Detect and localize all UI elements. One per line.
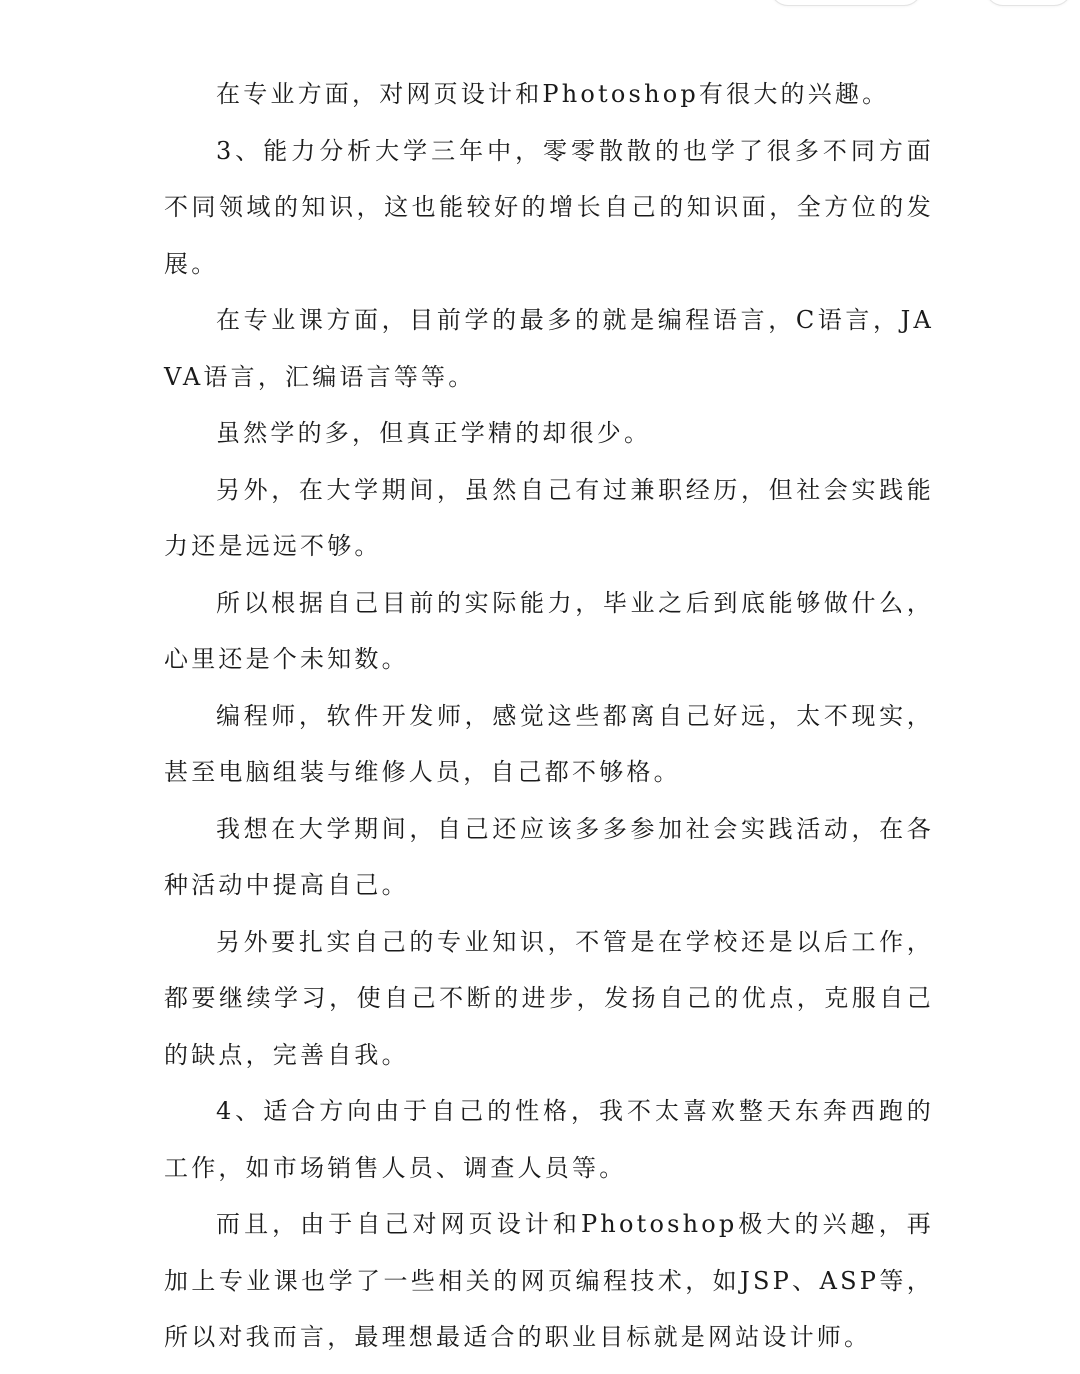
paragraph: 在专业方面，对网页设计和Photoshop有很大的兴趣。 <box>216 80 890 108</box>
paragraph: 所以根据自己目前的实际能力，毕业之后到底能够做什么，心里还是个未知数。 <box>164 588 934 673</box>
paragraph: 4、适合方向由于自己的性格，我不太喜欢整天东奔西跑的工作，如市场销售人员、调查人员等。 <box>164 1097 934 1182</box>
paragraph: 而且，由于自己对网页设计和Photoshop极大的兴趣，再加上专业课也学了一些相关的网页编程技术，如JSP、ASP等，所以对我而言，最理想最适合的职业目标就是网站设计师。 <box>164 1210 934 1351</box>
top-toolbar-tab[interactable] <box>985 0 1072 6</box>
paragraph: 另外，在大学期间，虽然自己有过兼职经历，但社会实践能力还是远远不够。 <box>164 475 934 560</box>
paragraph: 在专业课方面，目前学的最多的就是编程语言，C语言，JAVA语言，汇编语言等等。 <box>164 306 934 391</box>
top-toolbar-tab[interactable] <box>770 0 922 6</box>
paragraph: 3、能力分析大学三年中，零零散散的也学了很多不同方面不同领域的知识，这也能较好的增长自己的知识面，全方位的发展。 <box>164 136 934 278</box>
paragraph: 编程师，软件开发师，感觉这些都离自己好远，太不现实，甚至电脑组装与维修人员，自己都不够格。 <box>164 701 934 786</box>
document-body <box>164 66 934 1366</box>
paragraph: 另外要扎实自己的专业知识，不管是在学校还是以后工作，都要继续学习，使自己不断的进步，发扬自己的优点，克服自己的缺点，完善自我。 <box>164 927 934 1069</box>
top-toolbar-decoration <box>0 0 1080 12</box>
paragraph: 我想在大学期间，自己还应该多多参加社会实践活动，在各种活动中提高自己。 <box>164 814 934 899</box>
paragraph: 虽然学的多，但真正学精的却很少。 <box>216 419 652 447</box>
